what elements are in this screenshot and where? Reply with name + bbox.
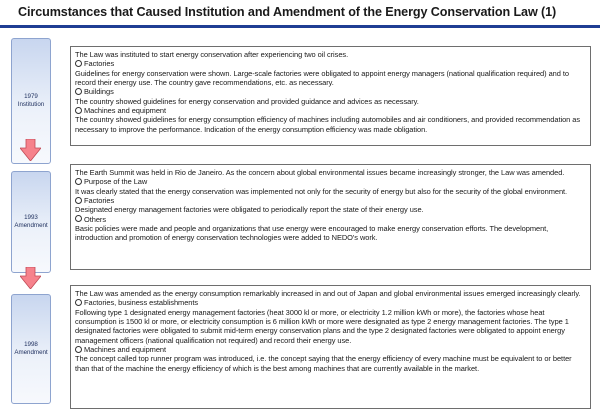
subheading xyxy=(75,345,586,354)
circle-bullet-icon xyxy=(75,60,82,67)
down-arrow-icon xyxy=(20,139,41,161)
paragraph-text: The Law was instituted to start energy conservation after experiencing two oil crises. xyxy=(75,50,349,59)
paragraph-text: The Law was amended as the energy consumption remarkably increased in and out of Japan and global environmental issues emerged increasingly clearly. xyxy=(75,289,581,298)
section-box-1993 xyxy=(70,164,591,270)
tag-kind: Amendment xyxy=(14,349,48,356)
subheading xyxy=(75,59,586,68)
paragraph-text: The concept called top runner program was introduced, i.e. the concept saying that the energy efficiency of every machine must be equivalent to or better than that of the machine the energy efficiency of which is the best among machines that are currently available in the market. xyxy=(75,354,572,373)
down-arrow-icon xyxy=(20,267,41,289)
tag-year: 1993 xyxy=(24,214,38,221)
section-box-1998 xyxy=(70,285,591,409)
circle-bullet-icon xyxy=(75,88,82,95)
subheading xyxy=(75,87,586,96)
subheading-text: Factories, business establishments xyxy=(84,298,199,308)
circle-bullet-icon xyxy=(75,107,82,114)
paragraph-text: Basic policies were made and people and organizations that use energy were encouraged to make energy conservation efforts. The development, introduction and promotion of energy conservation technologies were added to NEDO's work. xyxy=(75,224,549,243)
subheading-text: Factories xyxy=(84,59,115,69)
paragraph-text: It was clearly stated that the energy conservation was implemented not only for the security of energy but also for the security of the global environment. xyxy=(75,186,568,196)
section-box-1979 xyxy=(70,46,591,146)
paragraph xyxy=(75,115,586,134)
paragraph-text: The Earth Summit was held in Rio de Janeiro. As the concern about global environmental issues became increasingly stronger, the Law was amended. xyxy=(75,168,565,177)
tag-year: 1979 xyxy=(24,93,38,100)
paragraph xyxy=(75,50,586,59)
subheading-text: Factories xyxy=(84,196,115,206)
tag-kind: Institution xyxy=(17,101,45,108)
subheading xyxy=(75,196,586,205)
page-title: Circumstances that Caused Institution and Amendment of the Energy Conservation Law (1) xyxy=(18,5,557,19)
subheading xyxy=(75,215,586,224)
timeline-tag-1998 xyxy=(11,294,51,404)
tag-kind: Amendment xyxy=(14,222,48,229)
paragraph xyxy=(75,69,586,88)
paragraph-text: The country showed guidelines for energy conservation and provided guidance and advices as necessary. xyxy=(75,96,419,106)
paragraph xyxy=(75,308,586,345)
paragraph-text: Designated energy management factories were obligated to periodically report the state of their energy use. xyxy=(75,205,424,215)
circle-bullet-icon xyxy=(75,215,82,222)
subheading xyxy=(75,298,586,307)
timeline-tag-1993 xyxy=(11,171,51,273)
subheading-text: Others xyxy=(84,214,107,224)
paragraph-text: Following type 1 designated energy management factories (heat 3000 kl or more, or electricity 1.2 million kWh or more), the factories whose heat consumption is 1500 kl or more, or electricity consumption is 6 million kWh or more were designated as type 2 energy management factories. The type 1 designated factories were obligated to submit mid-term energy conservation plans and the type 2 designated factories were obligated to appoint energy management officers (national qualification not required) and record their energy use. xyxy=(75,307,569,345)
subheading xyxy=(75,177,586,186)
paragraph xyxy=(75,205,586,214)
paragraph xyxy=(75,289,586,298)
tag-year: 1998 xyxy=(24,341,38,348)
subheading xyxy=(75,106,586,115)
circle-bullet-icon xyxy=(75,178,82,185)
circle-bullet-icon xyxy=(75,299,82,306)
subheading-text: Buildings xyxy=(84,87,114,97)
circle-bullet-icon xyxy=(75,346,82,353)
paragraph xyxy=(75,354,586,373)
paragraph-text: The country showed guidelines for energy consumption efficiency of machines including automobiles and air conditioners, and provided recommendation as necessary to improve the performance. Indication of the energy consumption efficiency was made obligation. xyxy=(75,115,581,134)
paragraph xyxy=(75,187,586,196)
paragraph xyxy=(75,224,586,243)
paragraph xyxy=(75,97,586,106)
subheading-text: Purpose of the Law xyxy=(84,177,148,187)
subheading-text: Machines and equipment xyxy=(84,345,167,355)
paragraph xyxy=(75,168,586,177)
title-rule xyxy=(0,25,600,28)
subheading-text: Machines and equipment xyxy=(84,106,167,116)
circle-bullet-icon xyxy=(75,197,82,204)
paragraph-text: Guidelines for energy conservation were shown. Large-scale factories were obligated to appoint energy managers (national qualification required) and to record their energy use. The country gave recommendations, etc. as necessary. xyxy=(75,68,569,88)
